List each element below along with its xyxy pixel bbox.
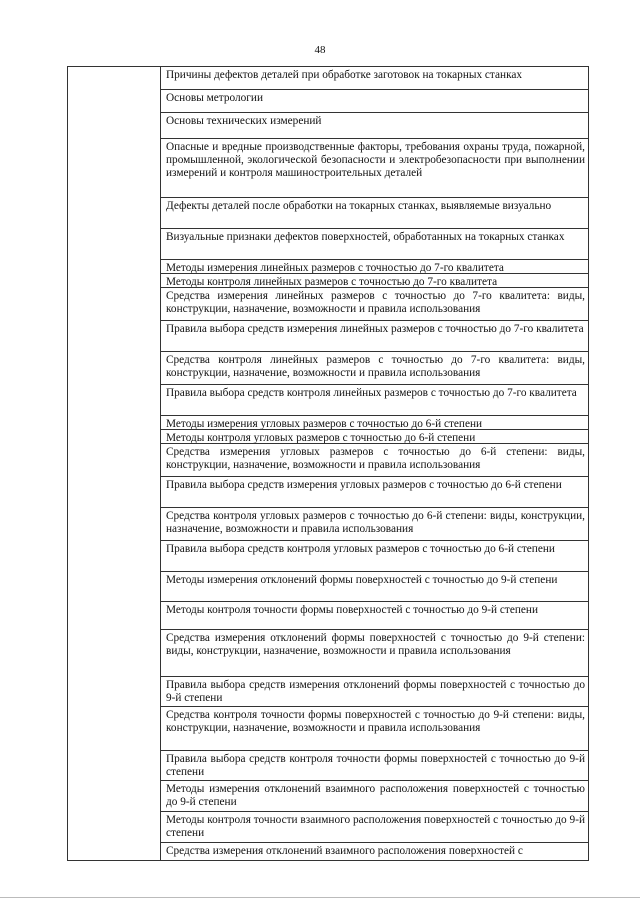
- knowledge-item-cell: [161, 90, 589, 113]
- knowledge-item-cell: [161, 602, 589, 630]
- knowledge-item-text: Средства контроля линейных размеров с точностью до 7-го квалитета: виды, конструкции, назначение, возможности и правила использования: [166, 354, 585, 379]
- knowledge-item-cell: [161, 477, 589, 508]
- knowledge-item-cell: [161, 843, 589, 861]
- knowledge-item-text: Правила выбора средств измерения угловых размеров с точностью до 6-й степени: [166, 479, 562, 491]
- knowledge-item-text: Средства измерения угловых размеров с точностью до 6-й степени: виды, конструкции, назначение, возможности и правила использования: [166, 446, 585, 471]
- knowledge-item-cell: [161, 229, 589, 260]
- knowledge-item-text: Методы контроля точности взаимного расположения поверхностей с точностью до 9-й степени: [166, 814, 585, 839]
- knowledge-item-text: Опасные и вредные производственные факторы, требования охраны труда, пожарной, промышленной, экологической безопасности и электробезопасности при выполнении измерений и контроля машиностроительных деталей: [166, 141, 585, 179]
- knowledge-item-cell: [161, 416, 589, 430]
- knowledge-item-text: Основы технических измерений: [166, 115, 322, 127]
- knowledge-item-cell: [161, 430, 589, 444]
- knowledge-item-text: Методы контроля угловых размеров с точностью до 6-й степени: [166, 432, 476, 443]
- knowledge-item-text: Методы измерения отклонений формы поверхностей с точностью до 9-й степени: [166, 574, 558, 586]
- knowledge-item-text: Методы измерения отклонений взаимного расположения поверхностей с точностью до 9-й степени: [166, 783, 585, 808]
- knowledge-item-text: Дефекты деталей после обработки на токарных станках, выявляемые визуально: [166, 200, 552, 212]
- knowledge-item-text: Методы измерения угловых размеров с точностью до 6-й степени: [166, 418, 483, 429]
- knowledge-item-cell: [161, 113, 589, 139]
- knowledge-item-cell: [161, 274, 589, 288]
- knowledge-item-text: Причины дефектов деталей при обработке заготовок на токарных станках: [166, 69, 523, 81]
- knowledge-item-text: Правила выбора средств контроля угловых размеров с точностью до 6-й степени: [166, 543, 555, 555]
- knowledge-item-cell: [161, 812, 589, 843]
- left-column-cell: [68, 67, 161, 861]
- knowledge-item-cell: [161, 444, 589, 477]
- knowledge-item-text: Средства измерения линейных размеров с точностью до 7-го квалитета: виды, конструкции, назначение, возможности и правила использования: [166, 290, 585, 315]
- page-bottom-edge: [0, 897, 640, 898]
- knowledge-item-text: Визуальные признаки дефектов поверхностей, обработанных на токарных станках: [166, 231, 565, 243]
- knowledge-item-text: Основы метрологии: [166, 92, 264, 104]
- knowledge-item-cell: [161, 707, 589, 751]
- knowledge-item-cell: [161, 352, 589, 385]
- knowledge-item-text: Правила выбора средств измерения линейных размеров с точностью до 7-го квалитета: [166, 323, 584, 335]
- knowledge-item-cell: [161, 630, 589, 677]
- requirements-table: [67, 66, 589, 861]
- knowledge-item-text: Средства контроля угловых размеров с точностью до 6-й степени: виды, конструкции, назначение, возможности и правила использования: [166, 510, 585, 535]
- knowledge-item-cell: [161, 385, 589, 416]
- knowledge-item-cell: [161, 288, 589, 321]
- knowledge-item-text: Правила выбора средств контроля линейных размеров с точностью до 7-го квалитета: [166, 387, 577, 399]
- knowledge-item-text: Методы контроля линейных размеров с точностью до 7-го квалитета: [166, 276, 498, 287]
- page-number: 48: [314, 44, 326, 56]
- knowledge-item-cell: [161, 321, 589, 352]
- knowledge-item-cell: [161, 541, 589, 572]
- knowledge-item-text: Средства контроля точности формы поверхностей с точностью до 9-й степени: виды, конструкции, назначение, возможности и правила использования: [166, 709, 585, 734]
- table-row: [68, 67, 589, 90]
- knowledge-item-text: Средства измерения отклонений взаимного расположения поверхностей с: [166, 845, 523, 857]
- knowledge-item-text: Средства измерения отклонений формы поверхностей с точностью до 9-й степени: виды, конструкции, назначение, возможности и правила использования: [166, 632, 585, 657]
- knowledge-item-cell: [161, 508, 589, 541]
- knowledge-item-cell: [161, 139, 589, 198]
- knowledge-item-cell: [161, 572, 589, 602]
- knowledge-item-cell: [161, 198, 589, 229]
- knowledge-item-text: Правила выбора средств контроля точности формы поверхностей с точностью до 9-й степени: [166, 753, 585, 778]
- knowledge-item-text: Методы измерения линейных размеров с точностью до 7-го квалитета: [166, 262, 504, 273]
- knowledge-item-cell: [161, 781, 589, 812]
- knowledge-item-cell: [161, 260, 589, 274]
- knowledge-item-cell: [161, 67, 589, 90]
- knowledge-item-cell: [161, 751, 589, 781]
- knowledge-item-cell: [161, 677, 589, 707]
- knowledge-item-text: Правила выбора средств измерения отклонений формы поверхностей с точностью до 9-й степени: [166, 679, 585, 704]
- knowledge-item-text: Методы контроля точности формы поверхностей с точностью до 9-й степени: [166, 604, 539, 616]
